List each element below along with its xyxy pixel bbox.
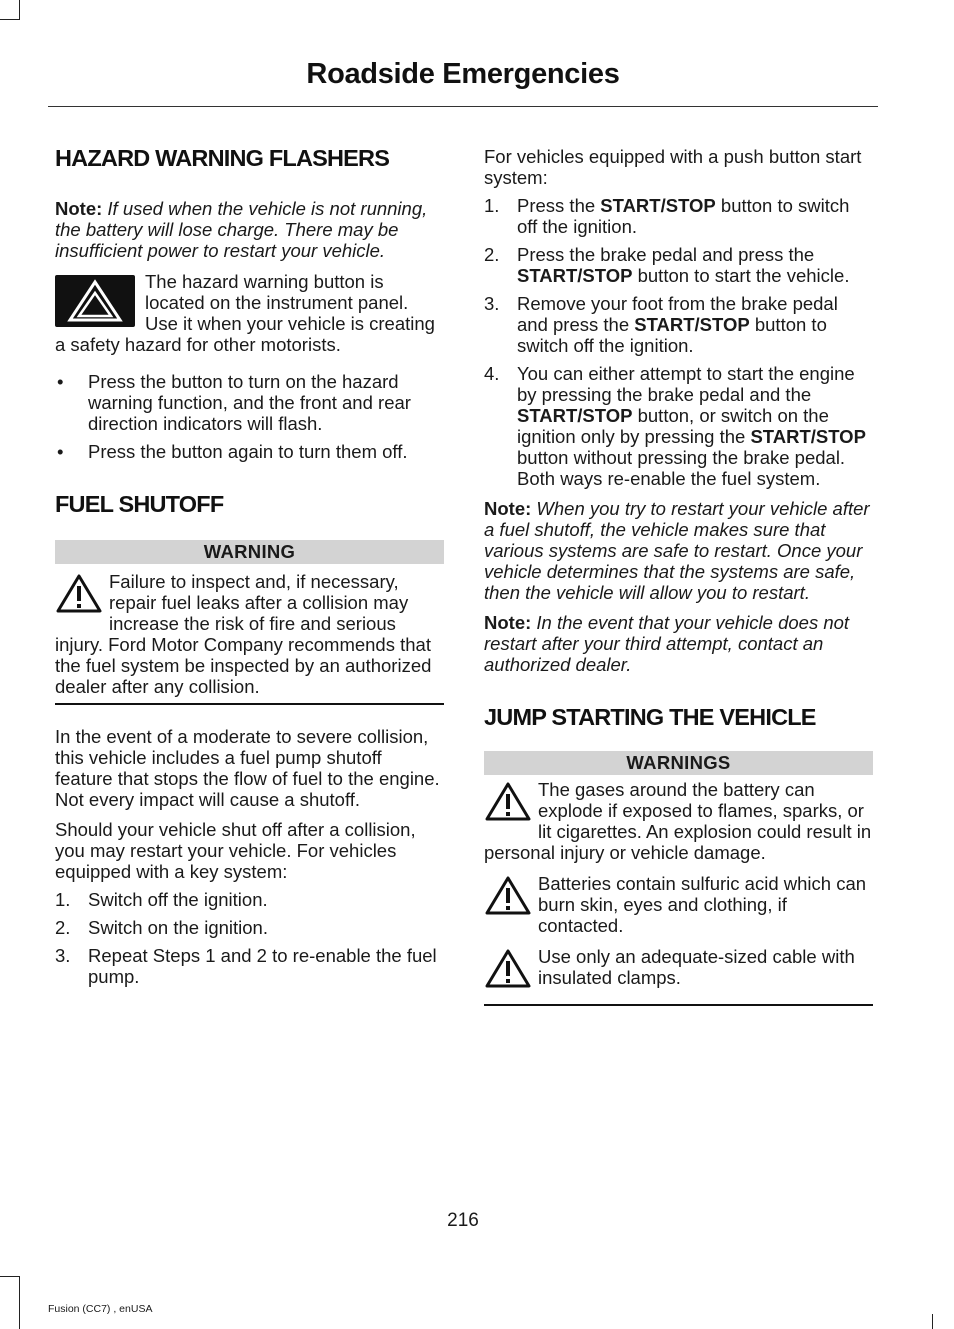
list-item: 3. Repeat Steps 1 and 2 to re-enable the fuel pump. xyxy=(55,945,437,987)
left-column xyxy=(55,144,444,994)
list-item: • Press the button again to turn them off. xyxy=(57,441,408,462)
warning-icon xyxy=(484,948,532,994)
note-text: If used when the vehicle is not running, the battery will lose charge. There may be insufficient power to restart your vehicle. xyxy=(55,198,428,261)
list-item: 2. Switch on the ignition. xyxy=(55,917,268,938)
list-item: 3. Remove your foot from the brake pedal and press the START/STOP button to switch off the ignition. xyxy=(484,293,838,356)
hazard-body: The hazard warning button is located on the instrument panel. Use it when your vehicle is creating a safety hazard for other motorists. xyxy=(55,271,435,355)
warnings-bar: WARNINGS xyxy=(484,751,873,775)
list-item: • Press the button to turn on the hazard warning function, and the front and rear direction indicators will flash. xyxy=(57,371,411,434)
warning-bar: WARNING xyxy=(55,540,444,564)
hazard-triangle-icon xyxy=(55,275,135,327)
list-item: 1. Switch off the ignition. xyxy=(55,889,268,910)
warning-text: Use only an adequate-sized cable with insulated clamps. xyxy=(538,946,855,988)
push-button-steps xyxy=(484,195,873,489)
fuel-para-2: Should your vehicle shut off after a collision, you may restart your vehicle. For vehicles equipped with a key system: xyxy=(55,819,416,882)
hazard-note xyxy=(55,198,444,261)
crop-mark xyxy=(0,19,20,20)
note-text: In the event that your vehicle does not restart after your third attempt, contact an authorized dealer. xyxy=(484,612,850,675)
jump-start-heading: JUMP STARTING THE VEHICLE xyxy=(484,704,816,730)
crop-mark xyxy=(19,0,20,20)
list-item: 2. Press the brake pedal and press the START/STOP button to start the vehicle. xyxy=(484,244,850,286)
hazard-heading: HAZARD WARNING FLASHERS xyxy=(55,145,390,171)
title-rule xyxy=(48,106,878,107)
note-label: Note: xyxy=(484,612,532,633)
page-title: Roadside Emergencies xyxy=(306,58,620,90)
dealer-note xyxy=(484,612,873,675)
warning-icon xyxy=(484,875,532,921)
jump-warning-1 xyxy=(484,775,873,863)
page-number: 216 xyxy=(447,1210,479,1231)
warning-icon xyxy=(484,781,532,827)
note-label: Note: xyxy=(484,498,532,519)
push-button-intro: For vehicles equipped with a push button start system: xyxy=(484,146,862,188)
warning-text: The gases around the battery can explode if exposed to flames, sparks, or lit cigarettes. An explosion could result in personal injury or vehicle damage. xyxy=(484,779,872,863)
fuel-shutoff-heading: FUEL SHUTOFF xyxy=(55,491,224,517)
note-label: Note: xyxy=(55,198,103,219)
fuel-para-1: In the event of a moderate to severe collision, this vehicle includes a fuel pump shutoff feature that stops the flow of fuel to the engine. Not every impact will cause a shutoff. xyxy=(55,726,440,810)
warning-icon xyxy=(55,573,103,619)
hazard-body-block xyxy=(55,271,444,355)
footer-model: Fusion (CC7) , enUSA xyxy=(48,1303,153,1315)
restart-note xyxy=(484,498,873,603)
note-text: When you try to restart your vehicle after a fuel shutoff, the vehicle makes sure that various systems are safe to restart. Once your vehicle determines that the systems are safe, then the vehicle will allow you to restart. xyxy=(484,498,870,603)
key-steps-list xyxy=(55,889,444,987)
jump-warning-2 xyxy=(484,873,873,936)
crop-mark xyxy=(932,1314,933,1329)
list-item: 4. You can either attempt to start the engine by pressing the brake pedal and the START/STOP button, or switch on the ignition only by pressing the START/STOP button without pressing the brake pedal. Both ways re-enable the fuel system. xyxy=(484,363,866,489)
hazard-bullet-list xyxy=(55,371,444,462)
crop-mark xyxy=(0,1276,20,1277)
right-column xyxy=(484,146,873,1006)
jump-warning-3 xyxy=(484,946,873,1006)
warning-text: Batteries contain sulfuric acid which can burn skin, eyes and clothing, if contacted. xyxy=(538,873,867,936)
list-item: 1. Press the START/STOP button to switch off the ignition. xyxy=(484,195,850,237)
fuel-warning-block xyxy=(55,564,444,705)
warning-text: Failure to inspect and, if necessary, repair fuel leaks after a collision may increase the risk of fire and serious injury. Ford Motor Company recommends that the fuel system be inspected by an authorized dealer after any collision. xyxy=(55,571,432,697)
crop-mark xyxy=(19,1276,20,1329)
